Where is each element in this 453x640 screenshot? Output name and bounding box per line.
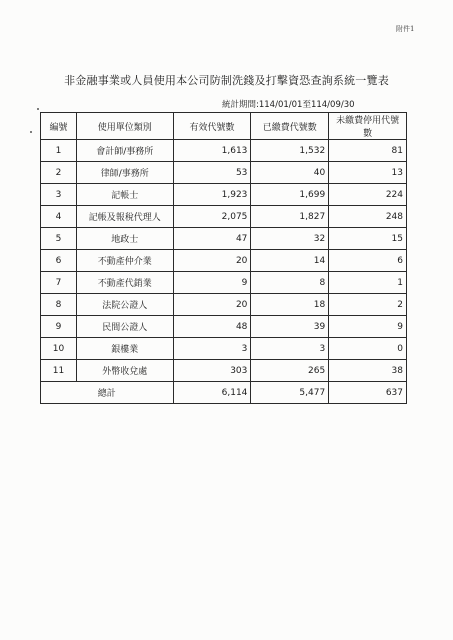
row-unpaid-codes: 2 xyxy=(329,294,407,316)
row-unpaid-codes: 0 xyxy=(329,338,407,360)
row-paid-codes: 8 xyxy=(251,272,329,294)
row-category: 律師/事務所 xyxy=(76,162,173,184)
table-row xyxy=(41,338,407,360)
total-unpaid: 637 xyxy=(329,382,407,404)
row-unpaid-codes: 15 xyxy=(329,228,407,250)
annex-label: 附件1 xyxy=(396,25,415,33)
row-number: 11 xyxy=(41,360,77,382)
table-row xyxy=(41,316,407,338)
row-unpaid-codes: 81 xyxy=(329,140,407,162)
scan-speck xyxy=(30,131,32,133)
row-valid-codes: 47 xyxy=(173,228,251,250)
document-title: 非金融事業或人員使用本公司防制洗錢及打擊資恐查詢系統一覽表 xyxy=(64,74,389,87)
table-row xyxy=(41,228,407,250)
row-category: 不動產代銷業 xyxy=(76,272,173,294)
row-valid-codes: 48 xyxy=(173,316,251,338)
row-number: 1 xyxy=(41,140,77,162)
row-category: 銀樓業 xyxy=(76,338,173,360)
table-row xyxy=(41,162,407,184)
table-body xyxy=(41,140,407,382)
statistics-table xyxy=(40,112,407,404)
row-valid-codes: 1,923 xyxy=(173,184,251,206)
header-valid-codes: 有效代號數 xyxy=(173,113,251,140)
row-number: 5 xyxy=(41,228,77,250)
row-number: 6 xyxy=(41,250,77,272)
row-number: 9 xyxy=(41,316,77,338)
table-row xyxy=(41,294,407,316)
row-valid-codes: 53 xyxy=(173,162,251,184)
table-row xyxy=(41,250,407,272)
row-paid-codes: 1,699 xyxy=(251,184,329,206)
row-unpaid-codes: 13 xyxy=(329,162,407,184)
row-paid-codes: 1,532 xyxy=(251,140,329,162)
scan-speck xyxy=(37,108,39,110)
row-valid-codes: 1,613 xyxy=(173,140,251,162)
row-paid-codes: 265 xyxy=(251,360,329,382)
total-label: 總計 xyxy=(41,382,174,404)
table-header-row xyxy=(41,113,407,140)
statistics-period: 統計期間:114/01/01至114/09/30 xyxy=(222,100,355,110)
row-paid-codes: 32 xyxy=(251,228,329,250)
row-number: 10 xyxy=(41,338,77,360)
row-number: 8 xyxy=(41,294,77,316)
row-paid-codes: 18 xyxy=(251,294,329,316)
row-paid-codes: 14 xyxy=(251,250,329,272)
row-category: 法院公證人 xyxy=(76,294,173,316)
header-unpaid-codes: 未繳費停用代號數 xyxy=(329,113,407,140)
row-number: 4 xyxy=(41,206,77,228)
row-category: 會計師/事務所 xyxy=(76,140,173,162)
row-number: 3 xyxy=(41,184,77,206)
header-number: 編號 xyxy=(41,113,77,140)
row-valid-codes: 3 xyxy=(173,338,251,360)
row-paid-codes: 3 xyxy=(251,338,329,360)
table-row xyxy=(41,184,407,206)
row-paid-codes: 1,827 xyxy=(251,206,329,228)
row-number: 2 xyxy=(41,162,77,184)
row-unpaid-codes: 224 xyxy=(329,184,407,206)
row-valid-codes: 303 xyxy=(173,360,251,382)
row-paid-codes: 40 xyxy=(251,162,329,184)
table-row xyxy=(41,140,407,162)
row-valid-codes: 20 xyxy=(173,250,251,272)
total-valid: 6,114 xyxy=(173,382,251,404)
header-category: 使用單位類別 xyxy=(76,113,173,140)
row-category: 不動產仲介業 xyxy=(76,250,173,272)
row-number: 7 xyxy=(41,272,77,294)
row-paid-codes: 39 xyxy=(251,316,329,338)
row-valid-codes: 2,075 xyxy=(173,206,251,228)
row-unpaid-codes: 248 xyxy=(329,206,407,228)
row-valid-codes: 9 xyxy=(173,272,251,294)
row-category: 記帳及報稅代理人 xyxy=(76,206,173,228)
table-row xyxy=(41,360,407,382)
table-row xyxy=(41,272,407,294)
header-paid-codes: 已繳費代號數 xyxy=(251,113,329,140)
row-unpaid-codes: 9 xyxy=(329,316,407,338)
row-category: 記帳士 xyxy=(76,184,173,206)
table-row xyxy=(41,206,407,228)
total-row xyxy=(41,382,407,404)
row-unpaid-codes: 38 xyxy=(329,360,407,382)
row-unpaid-codes: 6 xyxy=(329,250,407,272)
total-paid: 5,477 xyxy=(251,382,329,404)
row-category: 民間公證人 xyxy=(76,316,173,338)
row-category: 地政士 xyxy=(76,228,173,250)
row-valid-codes: 20 xyxy=(173,294,251,316)
row-category: 外幣收兌處 xyxy=(76,360,173,382)
row-unpaid-codes: 1 xyxy=(329,272,407,294)
